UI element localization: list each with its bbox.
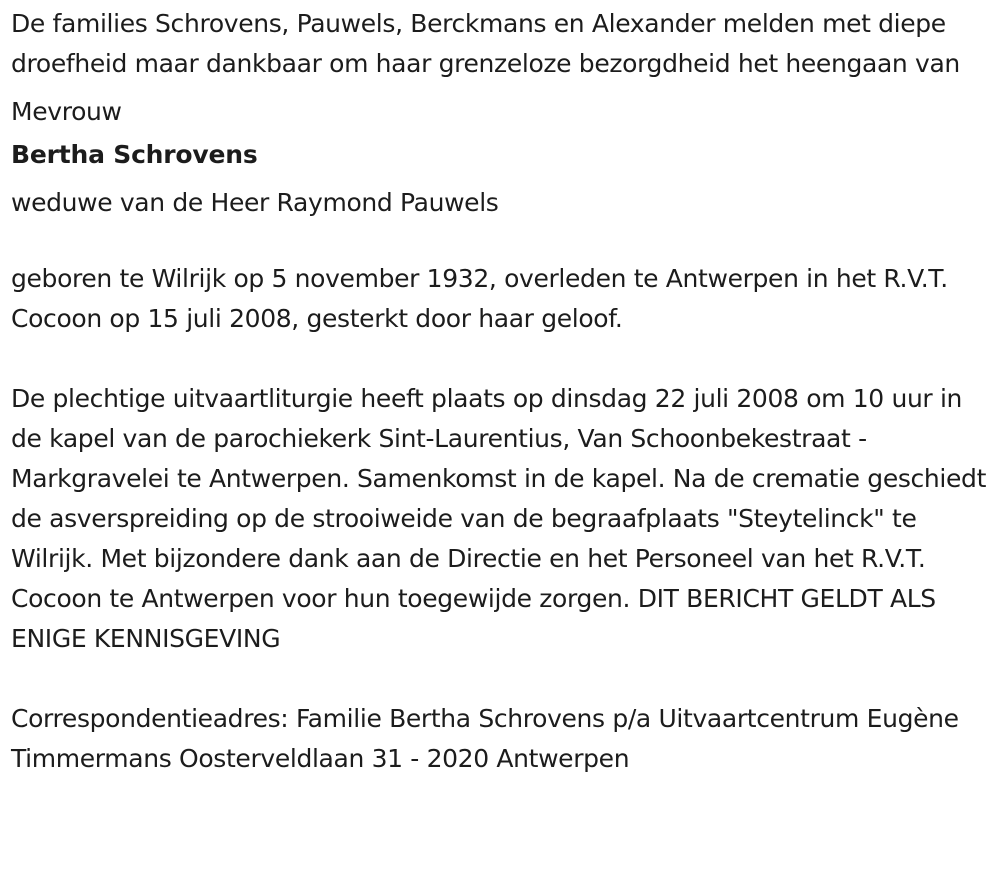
- funeral-paragraph: De plechtige uitvaartliturgie heeft plaats op dinsdag 22 juli 2008 om 10 uur in de kapel van de parochiekerk Sint-Laurentius, Van Schoonbekestraat - Markgravelei te Antwerpen. Samenkomst in de kapel. Na de crematie geschiedt de asverspreiding op de strooiweide van de begraafplaats "Steytelinck" te Wilrijk. Met bijzondere dank aan de Directie en het Personeel van het R.V.T. Cocoon te Antwerpen voor hun toegewijde zorgen. DIT BERICHT GELDT ALS ENIGE KENNISGEVING: [11, 384, 987, 653]
- relation-line: weduwe van de Heer Raymond Pauwels: [11, 188, 499, 217]
- spacer: [11, 227, 993, 259]
- spacer: [11, 339, 993, 379]
- birth-death-paragraph: geboren te Wilrijk op 5 november 1932, overleden te Antwerpen in het R.V.T. Cocoon op 15 juli 2008, gesterkt door haar geloof.: [11, 264, 948, 333]
- spacer: [11, 659, 993, 699]
- salutation: Mevrouw: [11, 97, 122, 126]
- intro-paragraph: De families Schrovens, Pauwels, Berckmans en Alexander melden met diepe droefheid maar dankbaar om haar grenzeloze bezorgdheid het heengaan van: [11, 9, 960, 78]
- correspondence-paragraph: Correspondentieadres: Familie Bertha Schrovens p/a Uitvaartcentrum Eugène Timmermans Oosterveldlaan 31 - 2020 Antwerpen: [11, 704, 959, 773]
- death-notice: [11, 4, 993, 779]
- deceased-name: Bertha Schrovens: [11, 140, 258, 169]
